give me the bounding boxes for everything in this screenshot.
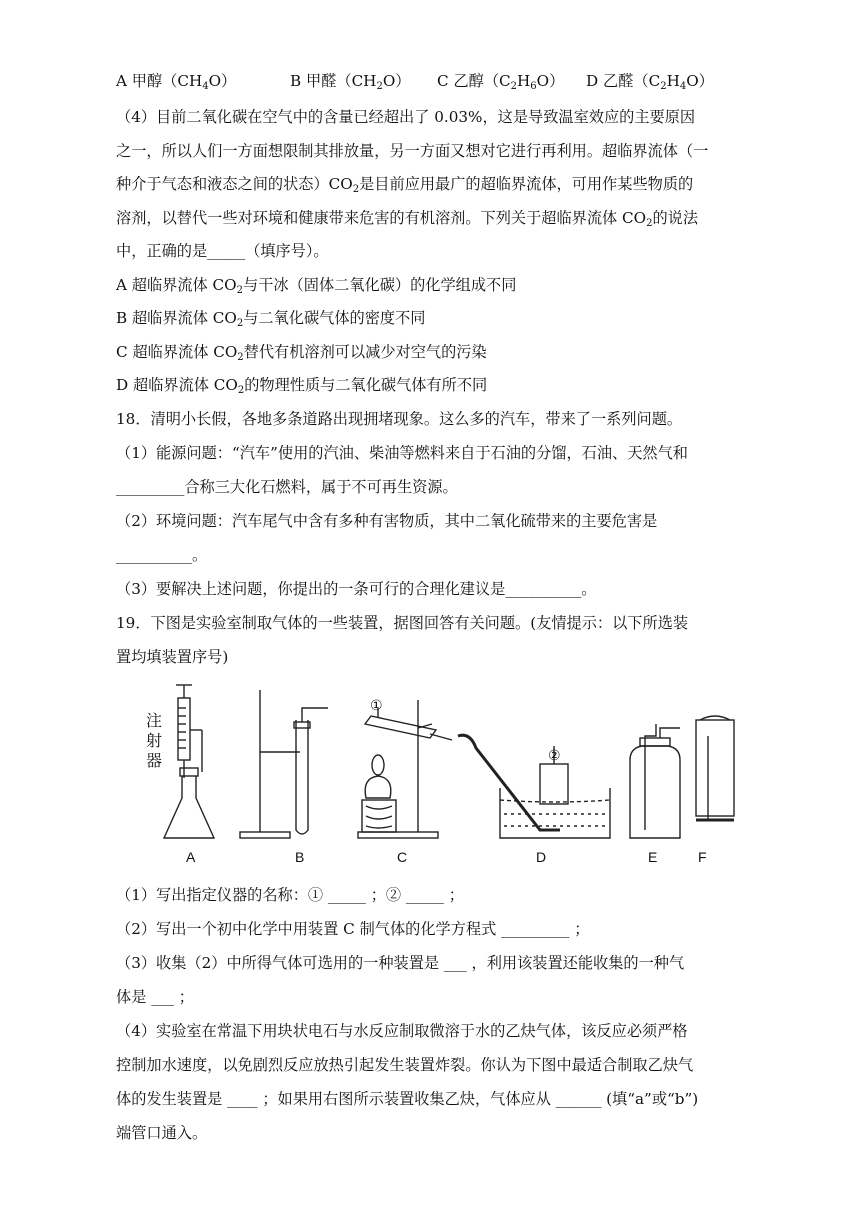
q19-p4-line-4: 端管口通入。 <box>116 1124 208 1142</box>
q17-4-option-a: A 超临界流体 CO2与干冰（固体二氧化碳）的化学组成不同 <box>116 276 517 296</box>
option-c: C 乙醇（C2H6O） <box>437 72 565 92</box>
q19-p2: （2）写出一个初中化学中用装置 C 制气体的化学方程式 _________ ； <box>116 920 590 938</box>
q17-4-line-3: 种介于气态和液态之间的状态）CO2是目前应用最广的超临界流体，可用作某些物质的 <box>116 175 694 195</box>
apparatus-d <box>458 735 610 838</box>
label-c: C <box>397 849 408 865</box>
q17-4-line-2: 之一，所以人们一方面想限制其排放量，另一方面又想对它进行再利用。超临界流体（一 <box>116 142 709 160</box>
q18-p3: （3）要解决上述问题，你提出的一条可行的合理化建议是__________。 <box>116 580 597 598</box>
q19-p4-line-2: 控制加水速度，以免剧烈反应放热引起发生装置炸裂。你认为下图中最适合制取乙炔气 <box>116 1056 694 1074</box>
option-d: D 乙醛（C2H4O） <box>586 72 714 92</box>
q17-4-option-d: D 超临界流体 CO2的物理性质与二氧化碳气体有所不同 <box>116 376 488 396</box>
syringe-label-3: 器 <box>146 753 163 770</box>
q19-p3-line-1: （3）收集（2）中所得气体可选用的一种装置是 ___ ，利用该装置还能收集的一种气 <box>116 954 685 972</box>
label-b: B <box>295 849 305 865</box>
q17-4-line-5: 中，正确的是_____（填序号）。 <box>116 242 329 260</box>
q19-p1: （1）写出指定仪器的名称：① _____ ；② _____ ； <box>116 886 464 904</box>
syringe-label-1: 注 <box>146 713 163 730</box>
label-f: F <box>698 849 707 865</box>
q18-title: 18．清明小长假，各地多条道路出现拥堵现象。这么多的汽车，带来了一系列问题。 <box>116 410 683 428</box>
q18-p2-line-2: __________。 <box>116 546 208 564</box>
q19-title-line-1: 19．下图是实验室制取气体的一些装置，据图回答有关问题。(友情提示：以下所选装 <box>116 614 689 632</box>
q17-4-option-c: C 超临界流体 CO2替代有机溶剂可以减少对空气的污染 <box>116 343 487 363</box>
q19-p3-line-2: 体是 ___ ； <box>116 988 194 1006</box>
syringe-label-2: 射 <box>146 733 163 750</box>
q17-4-line-1: （4）目前二氧化碳在空气中的含量已经超出了 0.03%，这是导致温室效应的主要原因 <box>116 108 696 126</box>
apparatus-e <box>630 724 680 838</box>
q19-p4-line-1: （4）实验室在常温下用块状电石与水反应制取微溶于水的乙炔气体，该反应必须严格 <box>116 1022 688 1040</box>
label-d: D <box>536 849 547 865</box>
apparatus-b <box>240 690 328 838</box>
q18-p2-line-1: （2）环境问题：汽车尾气中含有多种有害物质，其中二氧化硫带来的主要危害是 <box>116 512 658 530</box>
apparatus-a <box>164 685 214 838</box>
label-e: E <box>648 849 658 865</box>
marker-1: ① <box>370 697 383 713</box>
apparatus-f <box>696 716 734 820</box>
label-a: A <box>186 849 196 865</box>
q17-4-option-b: B 超临界流体 CO2与二氧化碳气体的密度不同 <box>116 309 426 329</box>
q17-4-line-4: 溶剂，以替代一些对环境和健康带来危害的有机溶剂。下列关于超临界流体 CO2的说法 <box>116 209 699 229</box>
option-b: B 甲醛（CH2O） <box>290 72 411 92</box>
apparatus-figure <box>140 680 740 870</box>
apparatus-c <box>358 700 452 838</box>
q18-p1-line-1: （1）能源问题：“汽车”使用的汽油、柴油等燃料来自于石油的分馏，石油、天然气和 <box>116 444 688 462</box>
q19-p4-line-3: 体的发生装置是 ____ ；如果用右图所示装置收集乙炔，气体应从 ______ (填“a”或“b”) <box>116 1090 699 1108</box>
option-a: A 甲醇（CH4O） <box>116 72 237 92</box>
marker-2: ② <box>548 747 561 763</box>
q18-p1-line-2: _________合称三大化石燃料，属于不可再生资源。 <box>116 478 458 496</box>
q19-title-line-2: 置均填装置序号) <box>116 648 229 666</box>
